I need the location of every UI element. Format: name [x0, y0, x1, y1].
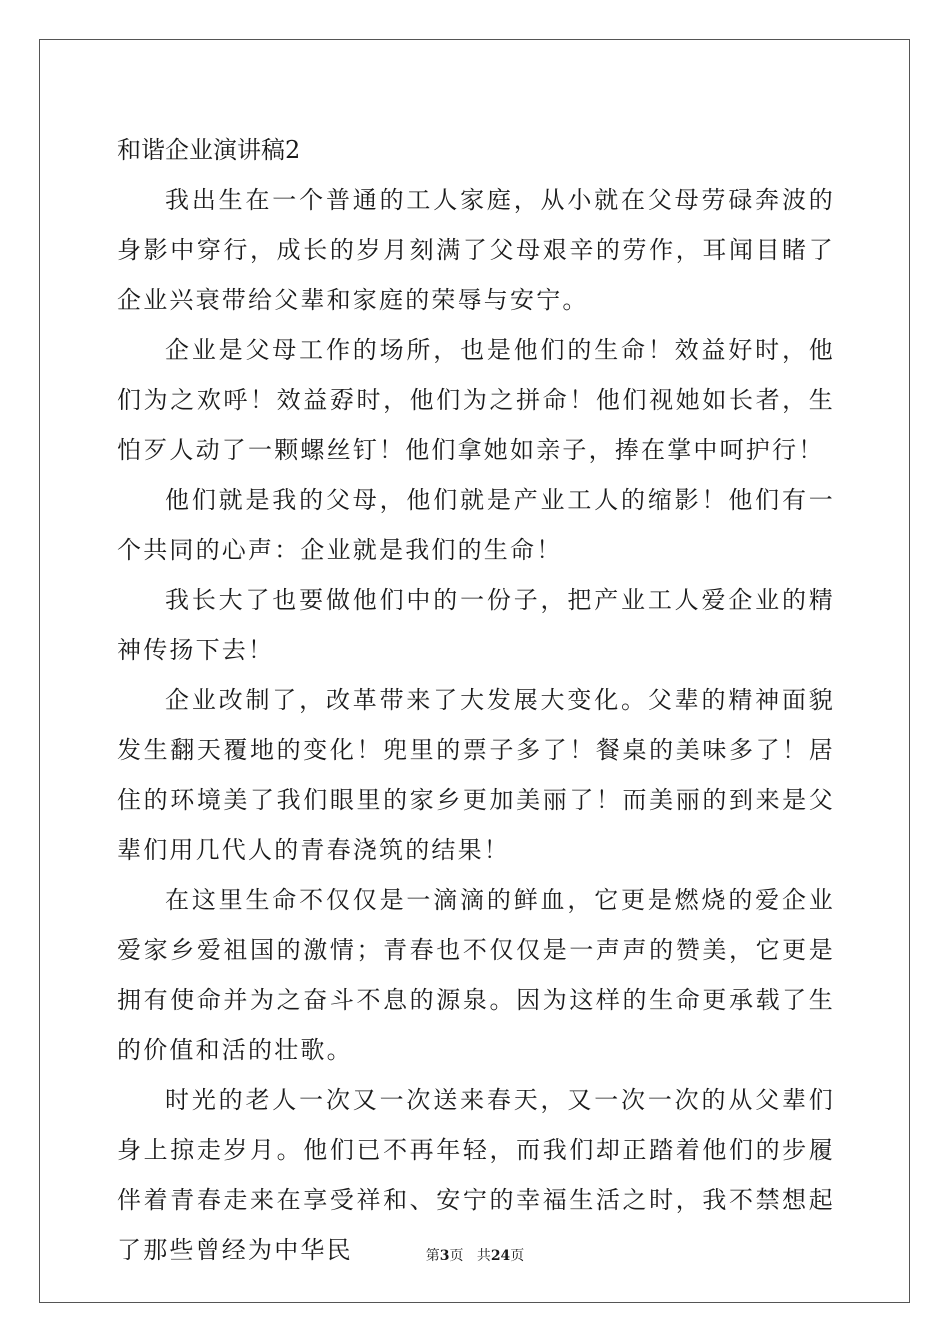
total-prefix: 共	[476, 1248, 491, 1264]
paragraph-1: 我出生在一个普通的工人家庭，从小就在父母劳碌奔波的身影中穿行，成长的岁月刻满了父母艰辛的劳作，耳闻目睹了企业兴衰带给父辈和家庭的荣辱与安宁。	[117, 186, 835, 314]
document-body	[117, 125, 835, 1275]
page-footer	[0, 1247, 950, 1265]
paragraph-6: 在这里生命不仅仅是一滴滴的鲜血，它更是燃烧的爱企业爱家乡爱祖国的激情；青春也不仅仅是一声声的赞美，它更是拥有使命并为之奋斗不息的源泉。因为这样的生命更承载了生的价值和活的壮歌。	[117, 886, 835, 1064]
paragraph-2: 企业是父母工作的场所，也是他们的生命！效益好时，他们为之欢呼！效益孬时，他们为之拼命！他们视她如长者，生怕歹人动了一颗螺丝钉！他们拿她如亲子，捧在掌中呵护行！	[117, 336, 835, 464]
paragraph-4: 我长大了也要做他们中的一份子，把产业工人爱企业的精神传扬下去！	[117, 586, 835, 664]
paragraph-7: 时光的老人一次又一次送来春天，又一次一次的从父辈们身上掠走岁月。他们已不再年轻，而我们却正踏着他们的步履伴着青春走来在享受祥和、安宁的幸福生活之时，我不禁想起了那些曾经为中华民	[117, 1086, 835, 1264]
paragraph-5: 企业改制了，改革带来了大发展大变化。父辈的精神面貌发生翻天覆地的变化！兜里的票子多了！餐桌的美味多了！居住的环境美了我们眼里的家乡更加美丽了！而美丽的到来是父辈们用几代人的青春浇筑的结果！	[117, 686, 835, 864]
paragraph-3: 他们就是我的父母，他们就是产业工人的缩影！他们有一个共同的心声：企业就是我们的生命！	[117, 486, 835, 564]
document-title: 和谐企业演讲稿2	[117, 136, 301, 164]
total-suffix: 页	[510, 1248, 525, 1264]
page-number: 3	[439, 1248, 450, 1264]
total-pages: 24	[490, 1248, 511, 1264]
page-prefix: 第	[425, 1248, 440, 1264]
page-suffix: 页	[449, 1248, 464, 1264]
